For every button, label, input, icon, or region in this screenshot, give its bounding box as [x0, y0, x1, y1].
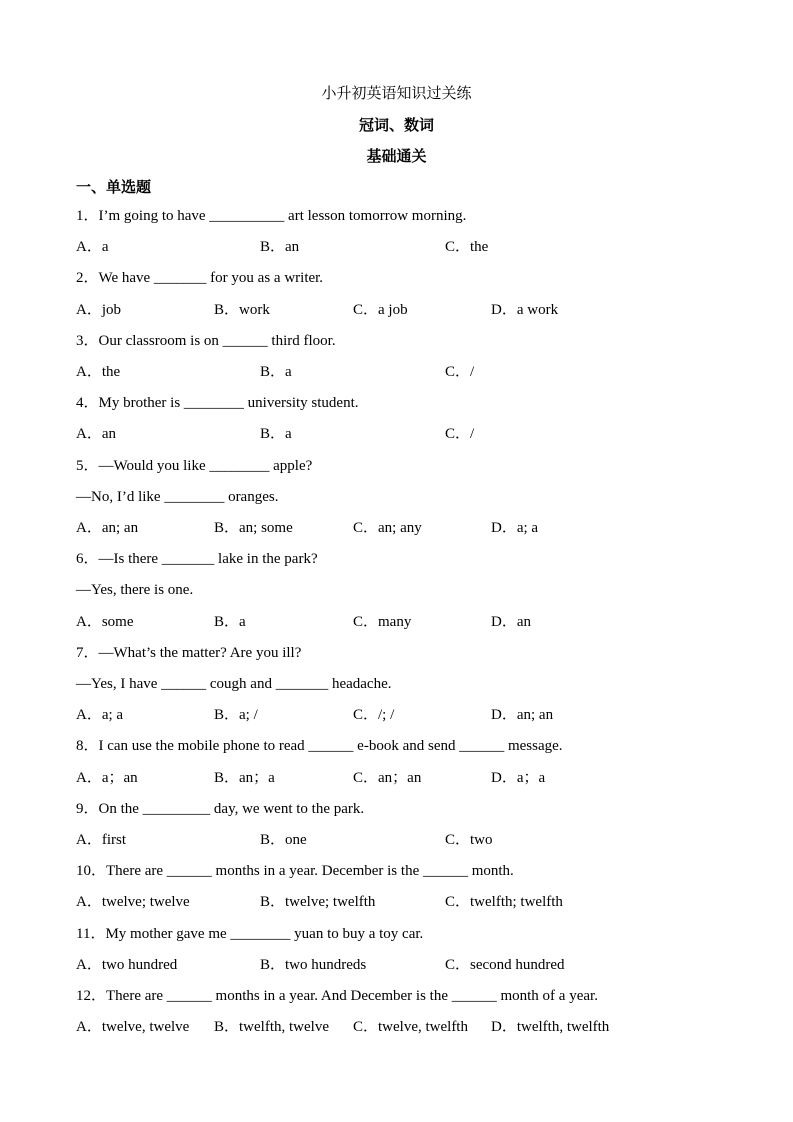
question-stem: 6．—Is there _______ lake in the park? [76, 551, 318, 568]
answer-option-a: A．job [76, 301, 122, 318]
answer-option-d: D．a; a [491, 520, 539, 536]
answer-option-d: D．twelfth, twelfth [491, 1019, 610, 1036]
answer-option-b: B．an; some [214, 520, 293, 536]
answer-option-a: A．a；an [76, 769, 138, 786]
answer-option-b: B．an；a [214, 769, 275, 786]
answer-option-a: A．some [76, 613, 134, 630]
question-stem: 1．I’m going to have __________ art lesson tomorrow morning. [76, 208, 467, 224]
answer-option-c: C．/; / [353, 707, 395, 724]
topic-title: 冠词、数词 [358, 116, 434, 134]
answer-option-b: B．a [214, 613, 246, 630]
question-stem: 10．There are ______ months in a year. December is the ______ month. [76, 863, 514, 880]
answer-option-b: B．a [260, 364, 292, 380]
answer-option-a: A．an; an [76, 520, 139, 536]
answer-option-a: A．a [76, 239, 109, 256]
answer-option-b: B．an [260, 239, 300, 256]
answer-option-b: B．a [260, 426, 292, 443]
answer-option-a: A．two hundred [76, 956, 178, 973]
answer-option-b: B．a; / [214, 707, 258, 724]
answer-option-c: C．/ [445, 426, 475, 443]
answer-option-b: B．work [214, 301, 270, 318]
section-heading: 一、单选题 [76, 178, 152, 196]
answer-option-d: D．an [491, 613, 531, 630]
answer-option-c: C．twelfth; twelfth [445, 894, 563, 911]
answer-option-b: B．one [260, 832, 307, 848]
answer-option-c: C．/ [445, 364, 475, 380]
answer-option-c: C．an；an [353, 769, 422, 786]
answer-option-a: A．a; a [76, 707, 124, 724]
answer-option-c: C．twelve, twelfth [353, 1019, 468, 1036]
question-stem: 4．My brother is ________ university student. [76, 395, 359, 412]
answer-option-c: C．two [445, 832, 493, 848]
level-title: 基础通关 [366, 147, 427, 165]
question-stem: 12．There are ______ months in a year. And December is the ______ month of a year. [76, 988, 598, 1004]
answer-option-a: A．twelve, twelve [76, 1019, 190, 1036]
question-dialogue-line: —Yes, there is one. [76, 582, 194, 599]
answer-option-c: C．second hundred [445, 956, 565, 973]
answer-option-c: C．a job [353, 301, 408, 318]
answer-option-c: C．many [353, 613, 412, 630]
answer-option-d: D．a；a [491, 769, 546, 786]
question-stem: 2．We have _______ for you as a writer. [76, 270, 324, 287]
question-stem: 9．On the _________ day, we went to the park. [76, 800, 365, 817]
question-stem: 7．—What’s the matter? Are you ill? [76, 644, 302, 661]
question-stem: 8．I can use the mobile phone to read ______ e-book and send ______ message. [76, 738, 563, 755]
answer-option-d: D．a work [491, 301, 559, 318]
question-dialogue-line: —No, I’d like ________ oranges. [76, 488, 279, 505]
question-stem: 5．—Would you like ________ apple? [76, 457, 313, 474]
answer-option-b: B．twelfth, twelve [214, 1019, 329, 1036]
question-stem: 11．My mother gave me ________ yuan to buy a toy car. [76, 925, 424, 942]
question-stem: 3．Our classroom is on ______ third floor. [76, 332, 336, 349]
answer-option-b: B．twelve; twelfth [260, 894, 376, 911]
page-title: 小升初英语知识过关练 [321, 84, 472, 102]
answer-option-a: A．the [76, 364, 121, 380]
answer-option-a: A．first [76, 832, 126, 848]
answer-option-a: A．an [76, 426, 116, 443]
question-dialogue-line: —Yes, I have ______ cough and _______ headache. [76, 676, 392, 692]
answer-option-a: A．twelve; twelve [76, 894, 190, 911]
answer-option-c: C．the [445, 239, 489, 256]
answer-option-c: C．an; any [353, 520, 422, 536]
answer-option-b: B．two hundreds [260, 956, 367, 973]
answer-option-d: D．an; an [491, 707, 554, 724]
